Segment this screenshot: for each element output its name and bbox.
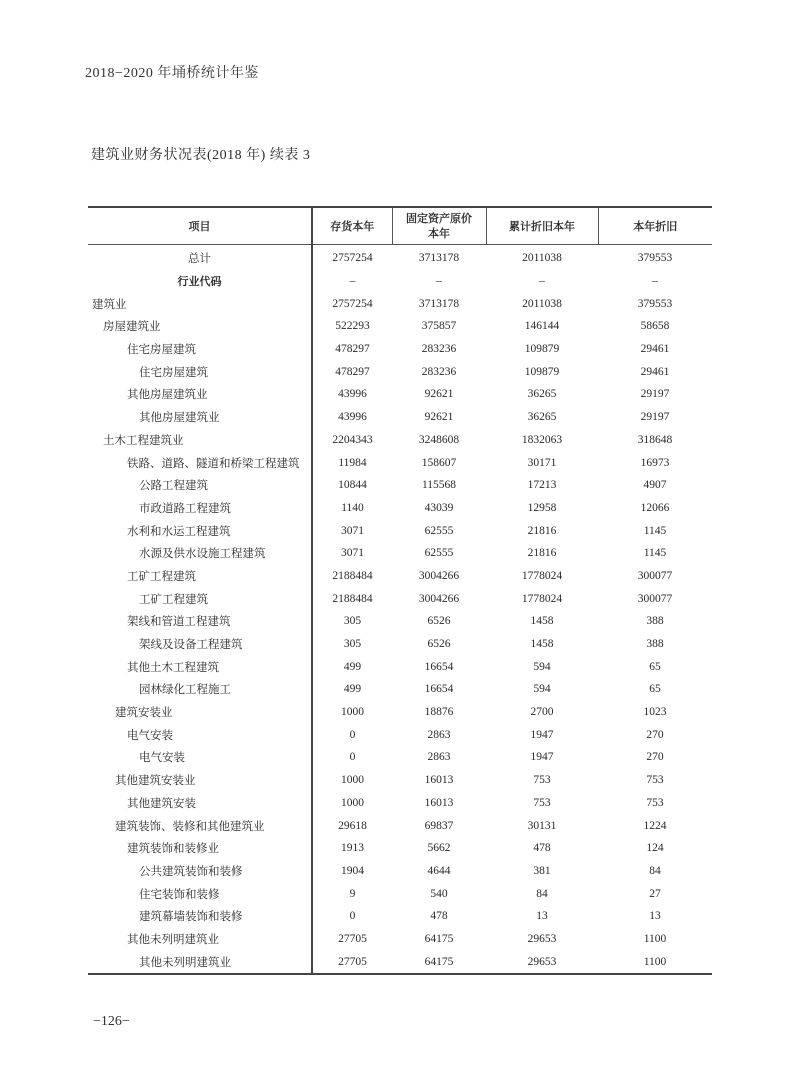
row-item-name: 总计 (88, 245, 312, 270)
cell-fixed-assets: 18876 (424, 706, 454, 719)
cell-annual-depreciation: 1145 (643, 547, 667, 560)
row-item-name: 其他未列明建筑业 (88, 950, 312, 974)
table-row (88, 383, 712, 406)
cell-inventory: 9 (349, 887, 356, 900)
cell-annual-depreciation: – (652, 275, 658, 288)
cell-inventory: 27705 (338, 932, 367, 945)
row-item-name: 电气安装 (88, 723, 312, 746)
table-row (88, 406, 712, 429)
cell-inventory: 2757254 (332, 252, 373, 265)
cell-annual-depreciation: 58658 (640, 320, 670, 333)
cell-fixed-assets: 3004266 (418, 592, 460, 605)
cell-annual-depreciation: 84 (649, 864, 661, 877)
table-row (88, 950, 712, 974)
cell-inventory: 43996 (338, 388, 367, 401)
cell-accumulated-depreciation: 2011038 (522, 297, 562, 310)
row-item-name: 其他房屋建筑业 (88, 383, 312, 406)
cell-fixed-assets: 16654 (424, 683, 454, 696)
cell-inventory: 478297 (335, 365, 370, 378)
table-row (88, 723, 712, 746)
cell-fixed-assets: 375857 (421, 320, 457, 333)
cell-accumulated-depreciation: 1778024 (521, 592, 563, 605)
cell-fixed-assets: 2863 (427, 728, 451, 741)
cell-fixed-assets: 62555 (424, 547, 454, 560)
cell-inventory: 1140 (341, 501, 364, 514)
cell-annual-depreciation: 379553 (637, 252, 673, 265)
header-item: 项目 (88, 207, 312, 245)
row-item-name: 住宅房屋建筑 (88, 338, 312, 361)
cell-fixed-assets: 3713178 (418, 297, 460, 310)
cell-annual-depreciation: 29461 (640, 343, 670, 356)
table-header-row (88, 207, 712, 245)
table-row (88, 497, 712, 520)
cell-inventory: 499 (343, 683, 362, 696)
cell-accumulated-depreciation: 109879 (524, 343, 560, 356)
cell-annual-depreciation: 1100 (643, 932, 667, 945)
cell-fixed-assets: 3248608 (418, 433, 460, 446)
header-annual-depreciation: 本年折旧 (598, 207, 712, 245)
row-item-name: 住宅装饰和装修 (88, 882, 312, 905)
table-row (88, 837, 712, 860)
cell-annual-depreciation: 388 (646, 638, 664, 651)
cell-annual-depreciation: 29461 (640, 365, 670, 378)
header-fixed-assets-line1: 固定资产原价 (406, 212, 472, 225)
cell-inventory: 43996 (338, 411, 367, 424)
row-item-name: 水利和水运工程建筑 (88, 519, 312, 542)
row-item-name: 园林绿化工程施工 (88, 678, 312, 701)
table-row (88, 701, 712, 724)
table-row (88, 860, 712, 883)
cell-accumulated-depreciation: 2700 (530, 706, 554, 719)
row-item-name: 市政道路工程建筑 (88, 497, 312, 520)
row-item-name: 建筑幕墙装饰和装修 (88, 905, 312, 928)
cell-inventory: 1000 (341, 796, 364, 809)
cell-annual-depreciation: 270 (646, 751, 664, 764)
cell-inventory: 499 (343, 660, 362, 673)
table-row (88, 245, 712, 270)
row-item-name: 架线和管道工程建筑 (88, 610, 312, 633)
cell-inventory: 2204343 (332, 433, 373, 446)
table-row (88, 587, 712, 610)
cell-accumulated-depreciation: 36265 (527, 388, 557, 401)
cell-annual-depreciation: 1145 (643, 524, 667, 537)
cell-annual-depreciation: 12066 (640, 501, 670, 514)
header-accumulated-depreciation: 累计折旧本年 (486, 207, 598, 245)
cell-fixed-assets: 69837 (424, 819, 454, 832)
row-item-name: 其他土木工程建筑 (88, 655, 312, 678)
cell-inventory: 522293 (335, 320, 370, 333)
cell-inventory: 11984 (338, 456, 367, 469)
cell-accumulated-depreciation: 109879 (524, 365, 560, 378)
cell-accumulated-depreciation: 29653 (527, 932, 557, 945)
cell-accumulated-depreciation: 594 (533, 660, 551, 673)
cell-fixed-assets: 158607 (421, 456, 457, 469)
cell-inventory: 29618 (338, 819, 367, 832)
cell-fixed-assets: 283236 (421, 365, 457, 378)
cell-fixed-assets: 64175 (424, 955, 454, 968)
table-row (88, 542, 712, 565)
cell-annual-depreciation: 29197 (640, 411, 670, 424)
cell-inventory: 10844 (338, 479, 367, 492)
cell-annual-depreciation: 379553 (637, 297, 673, 310)
cell-inventory: 305 (343, 615, 362, 628)
cell-inventory: 2188484 (332, 592, 373, 605)
row-item-name: 住宅房屋建筑 (88, 360, 312, 383)
cell-annual-depreciation: 1023 (643, 706, 667, 719)
cell-annual-depreciation: 27 (649, 887, 661, 900)
cell-accumulated-depreciation: 753 (533, 774, 551, 787)
page-number: −126− (93, 1014, 130, 1029)
header-inventory: 存货本年 (312, 207, 392, 245)
cell-fixed-assets: 5662 (427, 842, 451, 855)
table-row (88, 746, 712, 769)
cell-accumulated-depreciation: 1947 (530, 728, 554, 741)
cell-accumulated-depreciation: 753 (533, 796, 551, 809)
cell-inventory: 1913 (341, 842, 364, 855)
cell-accumulated-depreciation: 84 (536, 887, 548, 900)
row-item-name: 房屋建筑业 (88, 315, 312, 338)
cell-accumulated-depreciation: – (539, 275, 545, 288)
table-row (88, 792, 712, 815)
cell-fixed-assets: 16013 (424, 774, 454, 787)
cell-inventory: 0 (349, 910, 356, 923)
cell-inventory: – (349, 275, 356, 288)
cell-fixed-assets: 2863 (427, 751, 451, 764)
cell-accumulated-depreciation: 146144 (524, 320, 560, 333)
cell-annual-depreciation: 4907 (643, 479, 667, 492)
cell-annual-depreciation: 300077 (637, 569, 673, 582)
table-row (88, 315, 712, 338)
cell-fixed-assets: 16654 (424, 660, 454, 673)
table-row (88, 678, 712, 701)
cell-accumulated-depreciation: 29653 (527, 955, 557, 968)
cell-inventory: 2757254 (332, 297, 373, 310)
cell-annual-depreciation: 753 (646, 774, 664, 787)
cell-inventory: 1904 (341, 864, 364, 877)
cell-inventory: 478297 (335, 343, 370, 356)
row-item-name: 工矿工程建筑 (88, 587, 312, 610)
table-row (88, 451, 712, 474)
cell-accumulated-depreciation: 30171 (527, 456, 557, 469)
row-item-name: 铁路、道路、隧道和桥梁工程建筑 (88, 451, 312, 474)
cell-annual-depreciation: 318648 (637, 433, 673, 446)
table-body (88, 245, 712, 975)
row-item-name: 其他建筑安装 (88, 792, 312, 815)
cell-fixed-assets: 478 (430, 910, 448, 923)
row-item-name: 工矿工程建筑 (88, 565, 312, 588)
cell-annual-depreciation: 388 (646, 615, 664, 628)
cell-accumulated-depreciation: 381 (533, 864, 551, 877)
row-item-name: 行业代码 (88, 270, 312, 293)
table-row (88, 519, 712, 542)
cell-fixed-assets: 3004266 (418, 569, 460, 582)
cell-inventory: 1000 (341, 774, 364, 787)
cell-accumulated-depreciation: 1458 (530, 638, 554, 651)
cell-annual-depreciation: 753 (646, 796, 664, 809)
table-row (88, 882, 712, 905)
table-title: 建筑业财务状况表(2018 年) 续表 3 (91, 148, 311, 163)
cell-fixed-assets: 92621 (424, 388, 454, 401)
cell-annual-depreciation: 270 (646, 728, 664, 741)
cell-accumulated-depreciation: 1458 (530, 615, 554, 628)
cell-annual-depreciation: 16973 (640, 456, 670, 469)
cell-accumulated-depreciation: 36265 (527, 411, 557, 424)
cell-inventory: 0 (349, 751, 356, 764)
cell-fixed-assets: – (436, 275, 442, 288)
header-fixed-assets-line2: 本年 (428, 227, 450, 240)
table-row (88, 814, 712, 837)
table-row (88, 429, 712, 452)
cell-inventory: 27705 (338, 955, 367, 968)
cell-fixed-assets: 64175 (424, 932, 454, 945)
cell-fixed-assets: 115568 (421, 479, 457, 492)
cell-accumulated-depreciation: 478 (533, 842, 551, 855)
cell-fixed-assets: 540 (430, 887, 448, 900)
table-row (88, 270, 712, 293)
row-item-name: 公共建筑装饰和装修 (88, 860, 312, 883)
cell-accumulated-depreciation: 21816 (527, 547, 557, 560)
row-item-name: 其他建筑安装业 (88, 769, 312, 792)
cell-accumulated-depreciation: 1778024 (521, 569, 563, 582)
cell-annual-depreciation: 13 (649, 910, 661, 923)
cell-fixed-assets: 3713178 (418, 252, 460, 265)
table-row (88, 633, 712, 656)
table-row (88, 905, 712, 928)
cell-accumulated-depreciation: 13 (536, 910, 548, 923)
cell-annual-depreciation: 65 (649, 660, 661, 673)
table-row (88, 474, 712, 497)
cell-annual-depreciation: 1224 (643, 819, 667, 832)
construction-finance-table (88, 206, 712, 975)
row-item-name: 水源及供水设施工程建筑 (88, 542, 312, 565)
cell-accumulated-depreciation: 2011038 (522, 252, 562, 265)
cell-accumulated-depreciation: 594 (533, 683, 551, 696)
row-item-name: 建筑安装业 (88, 701, 312, 724)
row-item-name: 电气安装 (88, 746, 312, 769)
cell-accumulated-depreciation: 21816 (527, 524, 557, 537)
table-row (88, 565, 712, 588)
cell-annual-depreciation: 300077 (637, 592, 673, 605)
row-item-name: 其他未列明建筑业 (88, 928, 312, 951)
header-fixed-assets (392, 207, 486, 245)
cell-inventory: 2188484 (332, 569, 373, 582)
table-row (88, 610, 712, 633)
row-item-name: 公路工程建筑 (88, 474, 312, 497)
cell-annual-depreciation: 1100 (643, 955, 667, 968)
table-row (88, 769, 712, 792)
cell-accumulated-depreciation: 1947 (530, 751, 554, 764)
cell-inventory: 0 (349, 728, 356, 741)
row-item-name: 土木工程建筑业 (88, 429, 312, 452)
cell-annual-depreciation: 29197 (640, 388, 670, 401)
running-head: 2018−2020 年埇桥统计年鉴 (85, 66, 259, 81)
table-row (88, 655, 712, 678)
cell-accumulated-depreciation: 17213 (527, 479, 557, 492)
cell-fixed-assets: 16013 (424, 796, 454, 809)
row-item-name: 其他房屋建筑业 (88, 406, 312, 429)
cell-inventory: 1000 (341, 706, 364, 719)
cell-fixed-assets: 6526 (427, 615, 451, 628)
table-row (88, 338, 712, 361)
row-item-name: 建筑装饰和装修业 (88, 837, 312, 860)
table-row (88, 292, 712, 315)
cell-fixed-assets: 92621 (424, 411, 454, 424)
cell-inventory: 3071 (341, 524, 364, 537)
cell-fixed-assets: 43039 (424, 501, 454, 514)
cell-inventory: 3071 (341, 547, 364, 560)
cell-fixed-assets: 4644 (427, 864, 451, 877)
cell-fixed-assets: 283236 (421, 343, 457, 356)
cell-fixed-assets: 6526 (427, 638, 451, 651)
cell-accumulated-depreciation: 30131 (527, 819, 557, 832)
table-row (88, 928, 712, 951)
row-item-name: 建筑装饰、装修和其他建筑业 (88, 814, 312, 837)
table-row (88, 360, 712, 383)
row-item-name: 架线及设备工程建筑 (88, 633, 312, 656)
cell-accumulated-depreciation: 12958 (527, 501, 557, 514)
cell-fixed-assets: 62555 (424, 524, 454, 537)
cell-annual-depreciation: 124 (646, 842, 664, 855)
cell-inventory: 305 (343, 638, 362, 651)
row-item-name: 建筑业 (88, 292, 312, 315)
cell-accumulated-depreciation: 1832063 (521, 433, 563, 446)
cell-annual-depreciation: 65 (649, 683, 661, 696)
